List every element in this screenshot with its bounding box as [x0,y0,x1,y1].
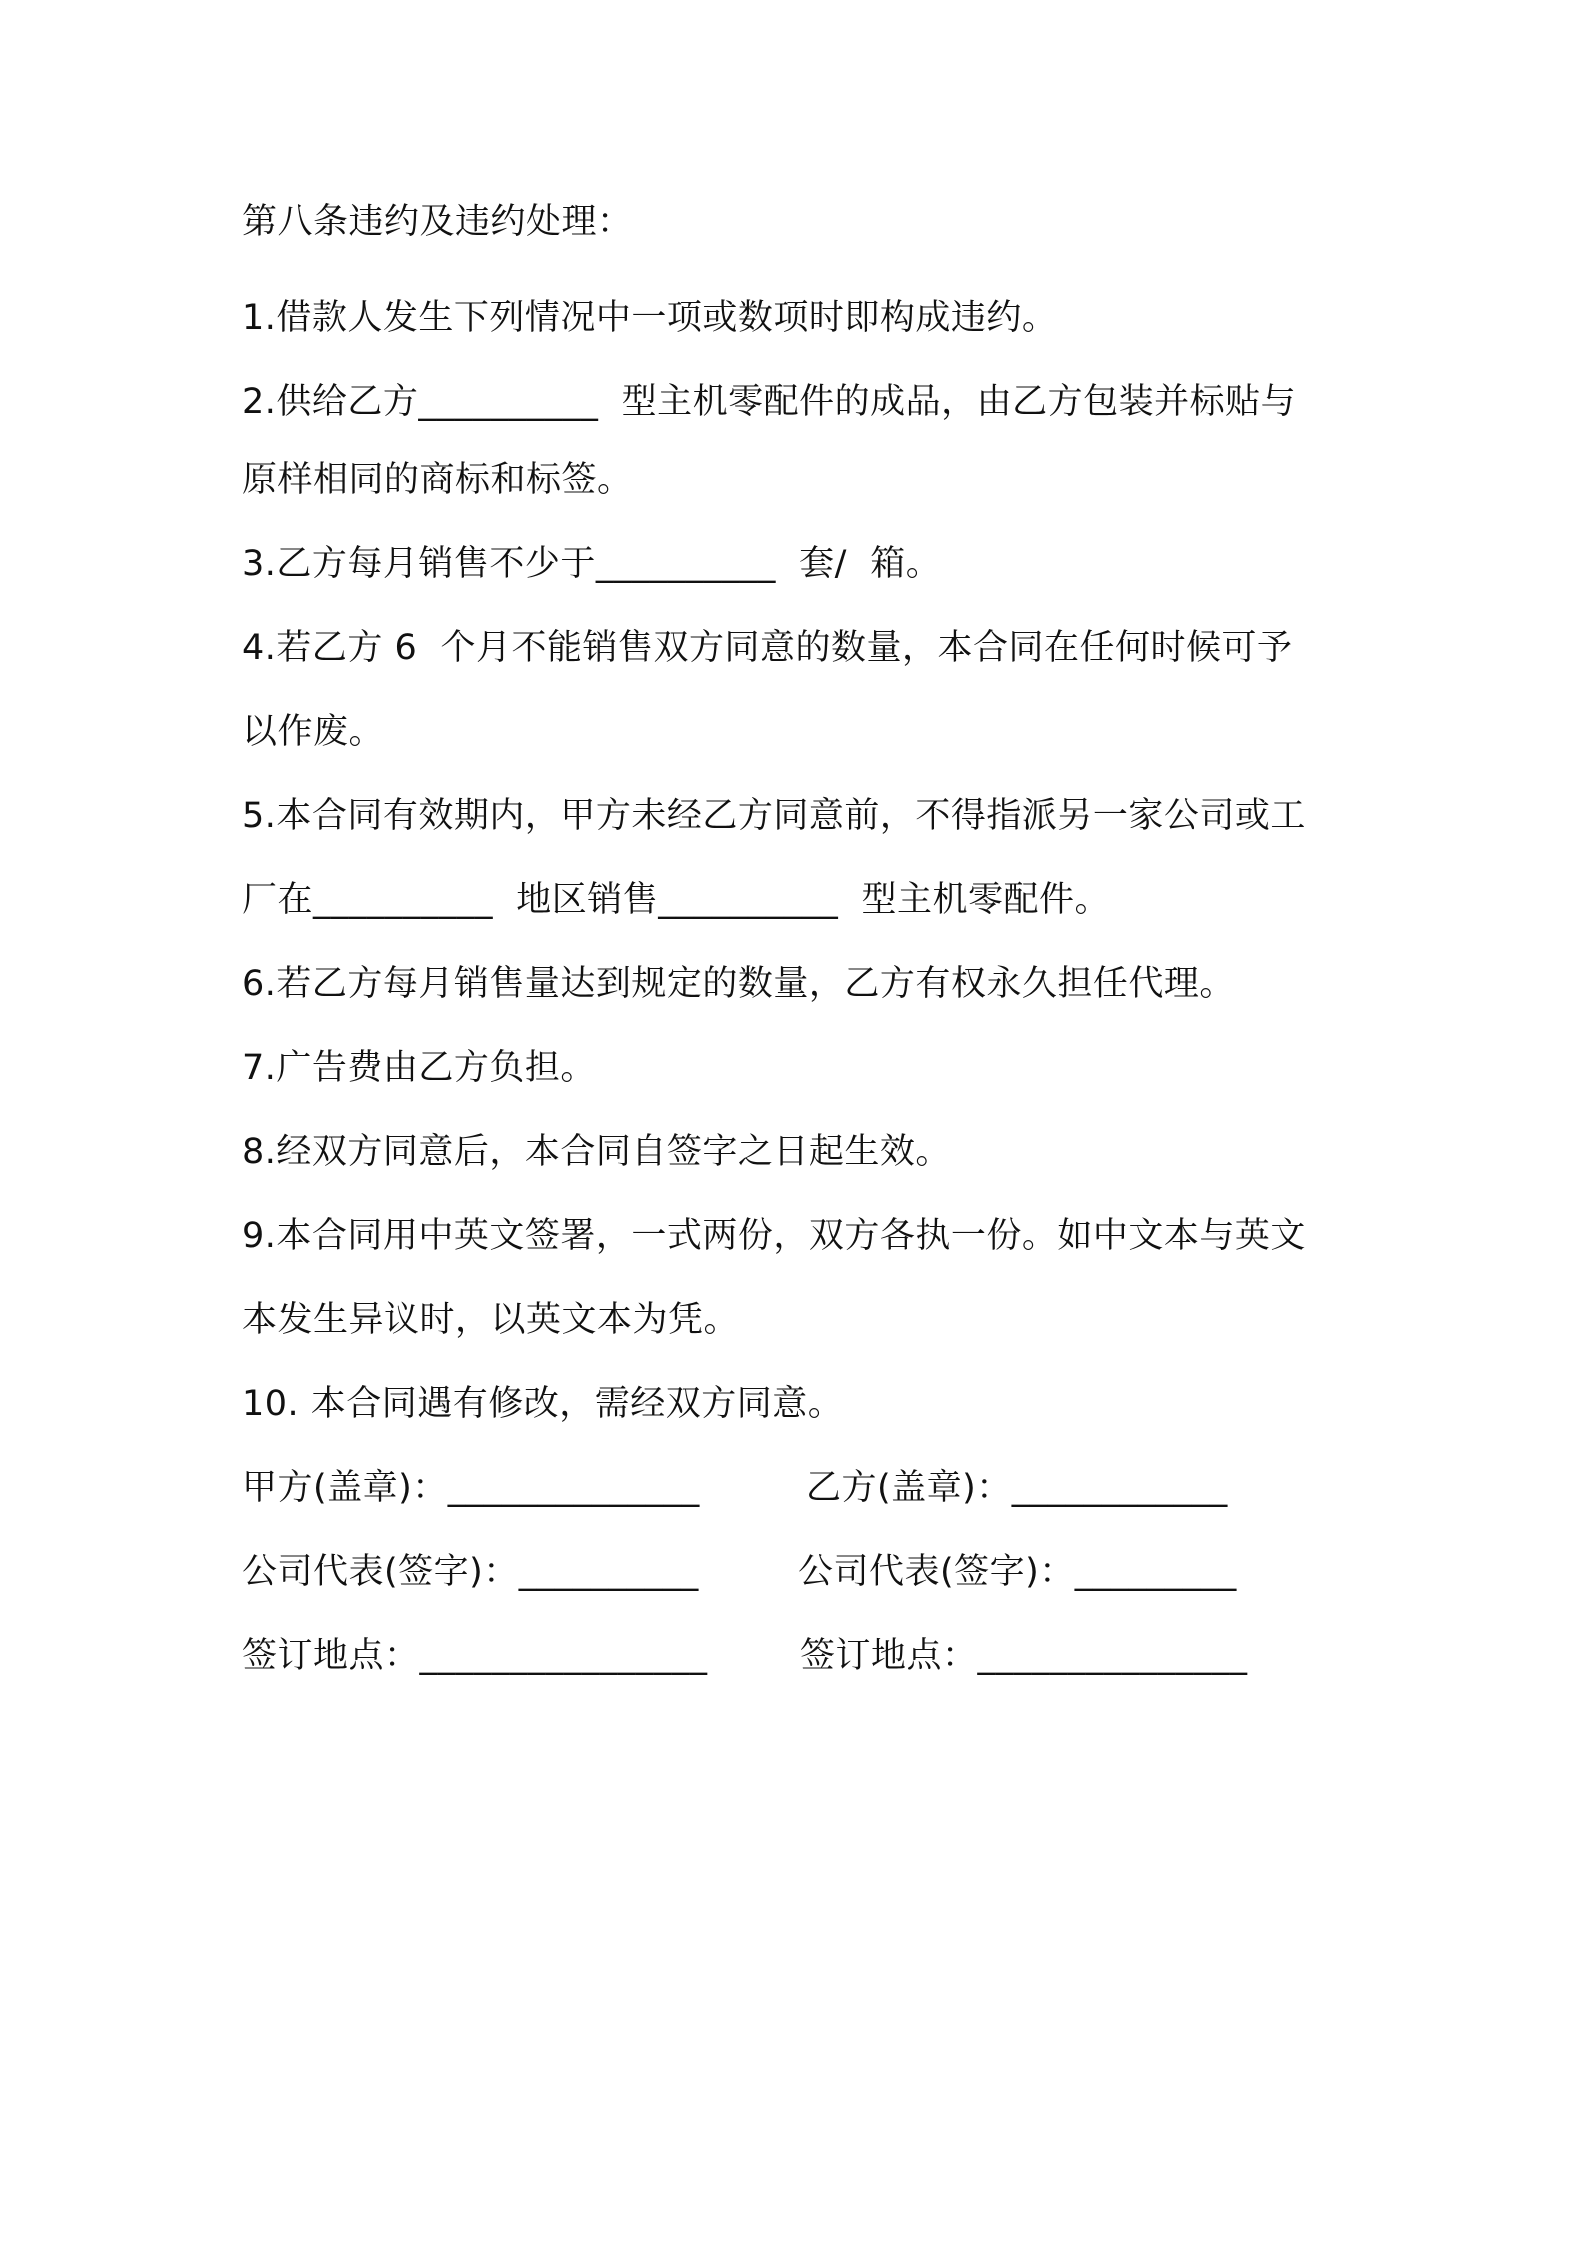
clause-line: 10. 本合同遇有修改，需经双方同意。 [242,1384,844,1424]
party-a-seal-field: 甲方(盖章)：______________ [242,1468,700,1508]
clause-line: 4.若乙方 6 个月不能销售双方同意的数量，本合同在任何时候可予 [242,628,1293,668]
clause-line: 8.经双方同意后，本合同自签字之日起生效。 [242,1132,951,1172]
clause-line: 本发生异议时，以英文本为凭。 [242,1300,740,1340]
clause-line: 7.广告费由乙方负担。 [242,1048,596,1088]
party-b-representative-field: 公司代表(签字)：_________ [798,1552,1237,1592]
clause-line: 3.乙方每月销售不少于__________ 套/ 箱。 [242,544,942,584]
clause-line: 原样相同的商标和标签。 [242,460,633,500]
party-b-signing-place-field: 签订地点：_______________ [800,1636,1248,1676]
clause-line: 2.供给乙方__________ 型主机零配件的成品，由乙方包装并标贴与 [242,382,1297,422]
party-a-representative-field: 公司代表(签字)：__________ [242,1552,699,1592]
clause-line: 厂在__________ 地区销售__________ 型主机零配件。 [242,880,1111,920]
party-b-seal-field: 乙方(盖章)：____________ [806,1468,1228,1508]
clause-line: 6.若乙方每月销售量达到规定的数量，乙方有权永久担任代理。 [242,964,1235,1004]
section-heading: 第八条违约及违约处理： [242,202,633,242]
clause-line: 5.本合同有效期内，甲方未经乙方同意前，不得指派另一家公司或工 [242,796,1306,836]
party-a-signing-place-field: 签订地点：________________ [242,1636,708,1676]
clause-line: 1.借款人发生下列情况中一项或数项时即构成违约。 [242,298,1058,338]
clause-line: 以作废。 [242,712,385,752]
clause-line: 9.本合同用中英文签署，一式两份，双方各执一份。如中文本与英文 [242,1216,1306,1256]
